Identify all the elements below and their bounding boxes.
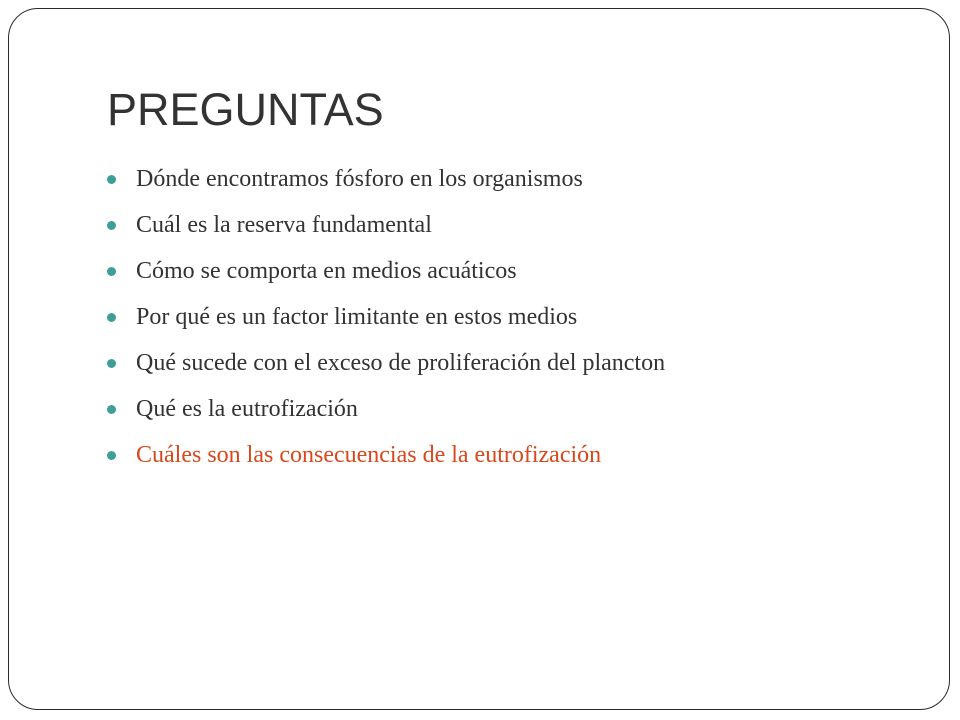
bullet-icon	[107, 175, 116, 184]
bullet-icon	[107, 359, 116, 368]
bullet-item-highlighted	[107, 432, 665, 478]
bullet-list	[107, 156, 665, 478]
bullet-item	[107, 386, 665, 432]
bullet-text: Dónde encontramos fósforo en los organismos	[136, 165, 583, 192]
bullet-item	[107, 202, 665, 248]
bullet-text: Cómo se comporta en medios acuáticos	[136, 257, 517, 284]
bullet-text: Por qué es un factor limitante en estos medios	[136, 303, 578, 330]
bullet-icon	[107, 405, 116, 414]
bullet-item	[107, 248, 665, 294]
slide-title: PREGUNTAS	[107, 84, 384, 135]
bullet-icon	[107, 313, 116, 322]
bullet-item	[107, 294, 665, 340]
bullet-text: Qué sucede con el exceso de proliferación del plancton	[136, 349, 666, 376]
bullet-item	[107, 156, 665, 202]
bullet-text: Cuáles son las consecuencias de la eutrofización	[136, 441, 602, 468]
bullet-icon	[107, 451, 116, 460]
bullet-item	[107, 340, 665, 386]
bullet-icon	[107, 267, 116, 276]
bullet-text: Cuál es la reserva fundamental	[136, 211, 432, 238]
bullet-text: Qué es la eutrofización	[136, 395, 358, 422]
bullet-icon	[107, 221, 116, 230]
